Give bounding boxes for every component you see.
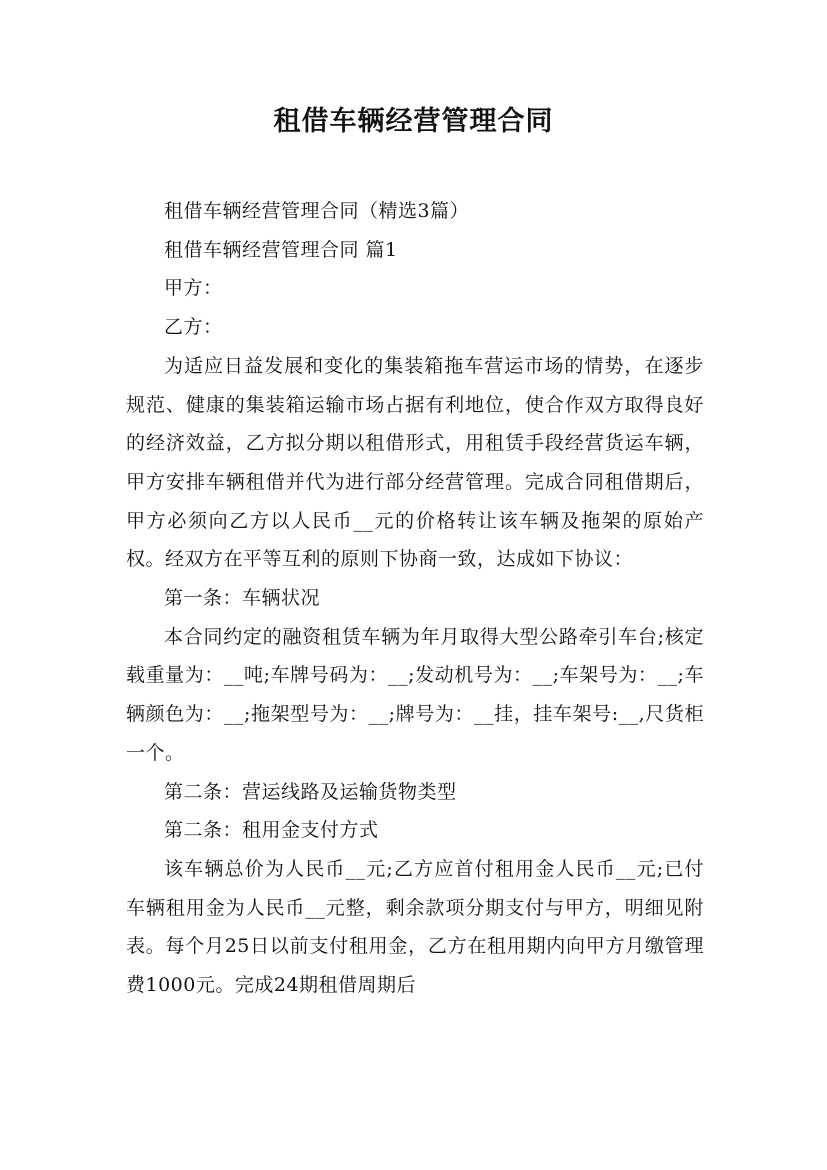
article-2-heading: 第二条：营运线路及运输货物类型 (164, 780, 457, 803)
party-b-label: 乙方： (164, 316, 223, 339)
party-a-label: 甲方： (164, 277, 223, 300)
document-title: 租借车辆经营管理合同 (273, 106, 554, 137)
article-1-heading: 第一条：车辆状况 (164, 587, 321, 610)
payment-paragraph: 该车辆总价为人民币__元;乙方应首付租用金人民币__元;已付车辆租用金为人民币__元整，剩余款项分期支付与甲方，明细见附表。每个月25日以前支付租用金，乙方在租用期内向甲方月缴管理费1000元。完成24期租借周期后 (126, 857, 704, 997)
intro-paragraph: 为适应日益发展和变化的集装箱拖车营运市场的情势，在逐步规范、健康的集装箱运输市场占据有利地位，使合作双方取得良好的经济效益，乙方拟分期以租借形式，用租赁手段经营货运车辆，甲方安排车辆租借并代为进行部分经营管理。完成合同租借期后，甲方必须向乙方以人民币__元的价格转让该车辆及拖架的原始产权。经双方在平等互利的原则下协商一致，达成如下协议： (126, 354, 704, 571)
article-1-paragraph: 本合同约定的融资租赁车辆为年月取得大型公路牵引车台;核定载重量为：__吨;车牌号码为：__;发动机号为：__;车架号为：__;车辆颜色为：__;拖架型号为：__;牌号为：__挂，挂车架号:__,尺货柜一个。 (126, 625, 704, 764)
section-heading: 租借车辆经营管理合同 篇1 (164, 238, 398, 261)
document-body (126, 192, 704, 1005)
document-subtitle: 租借车辆经营管理合同（精选3篇） (164, 200, 470, 222)
article-2b-heading: 第二条：租用金支付方式 (164, 819, 379, 842)
